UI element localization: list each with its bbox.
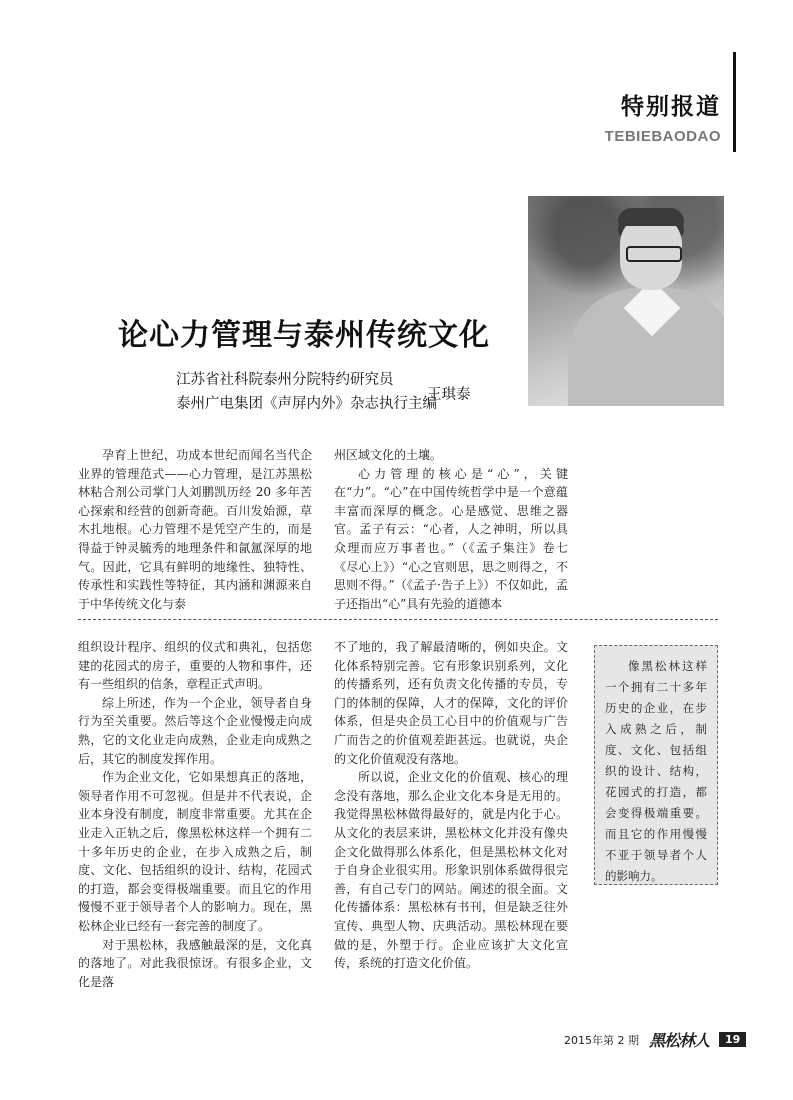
author-byline [176,368,437,416]
paragraph: 作为企业文化，它如果想真正的落地，领导者作用不可忽视。但是并不代表说，企业本身没有制度，制度非常重要。尤其在企业走入正轨之后，像黑松林这样一个拥有二十多年历史的企业，在步入成熟之后，制度、文化、包括组织的设计、结构，花园式的打造，都会变得极端重要。而且它的作用慢慢不亚于领导者个人的影响力。现在，黑松林企业已经有一套完善的制度了。 [78,770,312,933]
top-left-column [78,446,312,613]
section-subtitle: TEBIEBAODAO [604,128,721,145]
pull-quote: 像黑松林这样一个拥有二十多年历史的企业，在步入成熟之后，制度、文化、包括组织的设计、结构，花园式的打造，都会变得极端重要。而且它的作用慢慢不亚于领导者个人的影响力。 [594,645,718,885]
page-footer [564,1028,746,1051]
issue-label: 2015年第 2 期 [564,1033,639,1047]
paragraph: 不了地的，我了解最清晰的，例如央企。文化体系特别完善。它有形象识别系列，文化的传播系列，还有负责文化传播的专员，专门的体制的保障，人才的保障，文化的评价体系，但是央企员工心目中的价值观与广告广而告之的价值观差距甚远。也就说，央企的文化价值观没有落地。 [334,640,568,766]
bottom-left-column [78,638,312,991]
paragraph: 综上所述，作为一个企业，领导者自身行为至关重要。然后等这个企业慢慢走向成熟，它的文化业走向成熟，企业走向成熟之后，其它的制度发挥作用。 [78,695,312,766]
header-rule [733,52,736,152]
section-divider [78,619,718,620]
byline-line-1: 江苏省社科院泰州分院特约研究员 [176,372,394,388]
author-name: 王琪泰 [427,387,471,403]
byline-line-2: 泰州广电集团《声屏内外》杂志执行主编 [176,396,437,412]
page-number: 19 [719,1032,746,1047]
paragraph: 对于黑松林，我感触最深的是，文化真的落地了。对此我很惊讶。有很多企业，文化是落 [78,937,312,989]
section-title: 特别报道 [621,94,721,120]
paragraph: 心力管理的核心是“心”，关键在“力”。“心”在中国传统哲学中是一个意蕴丰富而深厚的概念。心是感觉、思维之器官。孟子有云：“心者，人之神明，所以具众理而应万事者也。”（《孟子集注》卷七《尽心上》）“心之官则思，思之则得之，不思则不得。”（《孟子·告子上》）不仅如此，孟子还指出“心”具有先验的道德本 [334,466,568,611]
article-title: 论心力管理与泰州传统文化 [118,318,490,353]
paragraph: 州区域文化的土壤。 [334,448,443,462]
author-photo [528,196,724,406]
bottom-right-column [334,638,568,973]
paragraph: 孕育上世纪，功成本世纪而闻名当代企业界的管理范式——心力管理，是江苏黑松林粘合剂公司掌门人刘鹏凯历经 20 多年苦心探索和经营的创新奇葩。百川发始源，草木扎地根。心力管理不是凭空产生的，而是得益于钟灵毓秀的地理条件和氤氲深厚的地气。因此，它具有鲜明的地缘性、独特性、传承性和实践性等特征，其内涵和渊源来自于中华传统文化与泰 [78,448,312,611]
magazine-logo: 黑松林人 [649,1031,710,1050]
top-right-column [334,446,568,613]
paragraph: 组织设计程序、组织的仪式和典礼，包括您建的花园式的房子，重要的人物和事件，还有一些组织的信条，章程正式声明。 [78,640,312,692]
paragraph: 所以说，企业文化的价值观、核心的理念没有落地，那么企业文化本身是无用的。我觉得黑松林做得最好的，就是内化于心。从文化的表层来讲，黑松林文化并没有像央企文化做得那么体系化，但是黑松林文化对于自身企业很实用。形象识别体系做得很完善，有自己专门的网站。阐述的很全面。文化传播体系：黑松林有书刊，但是缺乏往外宣传、典型人物、庆典活动。黑松林现在要做的是，外塑于行。企业应该扩大文化宣传，系统的打造文化价值。 [334,770,568,971]
